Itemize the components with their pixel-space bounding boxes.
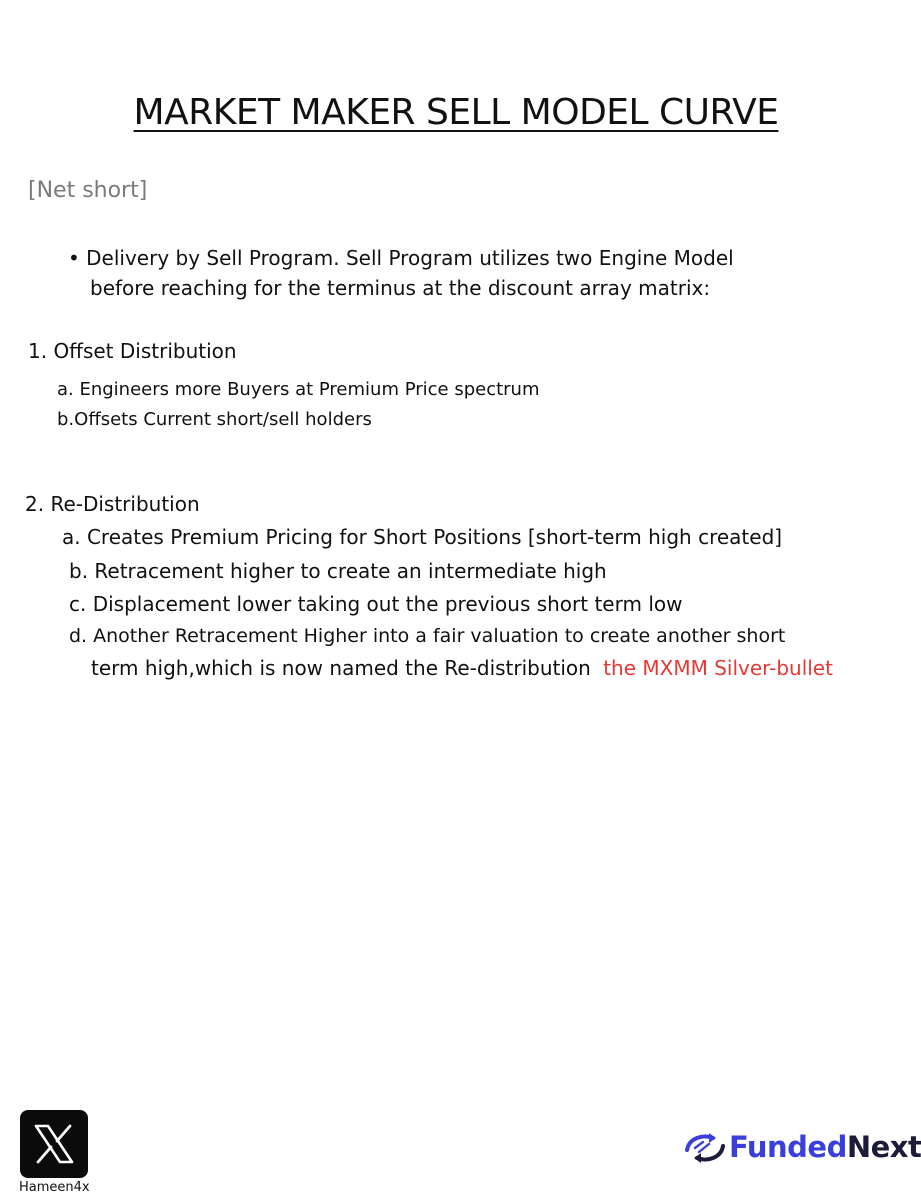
section-2-continuation [91,656,833,680]
fundednext-mark-icon [683,1128,727,1168]
subtitle: [Net short] [28,178,148,203]
page-title: MARKET MAKER SELL MODEL CURVE [133,92,779,133]
brand-part-1: Funded [729,1130,847,1164]
intro-line-1: • Delivery by Sell Program. Sell Program utilizes two Engine Model [68,246,734,270]
section-2-item-d: d. Another Retracement Higher into a fair valuation to create another short [69,625,786,647]
section-2-item-b: b. Retracement higher to create an intermediate high [69,559,607,583]
section-2-item-c: c. Displacement lower taking out the previous short term low [69,592,683,616]
x-logo [20,1110,88,1178]
section-1-item-b: b.Offsets Current short/sell holders [57,409,372,430]
x-icon [32,1122,76,1166]
section-1-heading: 1. Offset Distribution [28,339,237,363]
fundednext-wordmark [729,1130,921,1164]
section-2-heading: 2. Re-Distribution [25,492,200,516]
intro-line-2: before reaching for the terminus at the discount array matrix: [90,276,711,300]
silver-bullet-highlight: the MXMM Silver-bullet [603,656,833,680]
author-handle: Hameen4x [19,1180,90,1195]
section-2-item-a: a. Creates Premium Pricing for Short Positions [short-term high created] [62,525,783,549]
section-1-item-a: a. Engineers more Buyers at Premium Price spectrum [57,379,540,400]
continuation-text: term high,which is now named the Re-distribution [91,656,591,680]
brand-part-2: Next [846,1130,921,1164]
